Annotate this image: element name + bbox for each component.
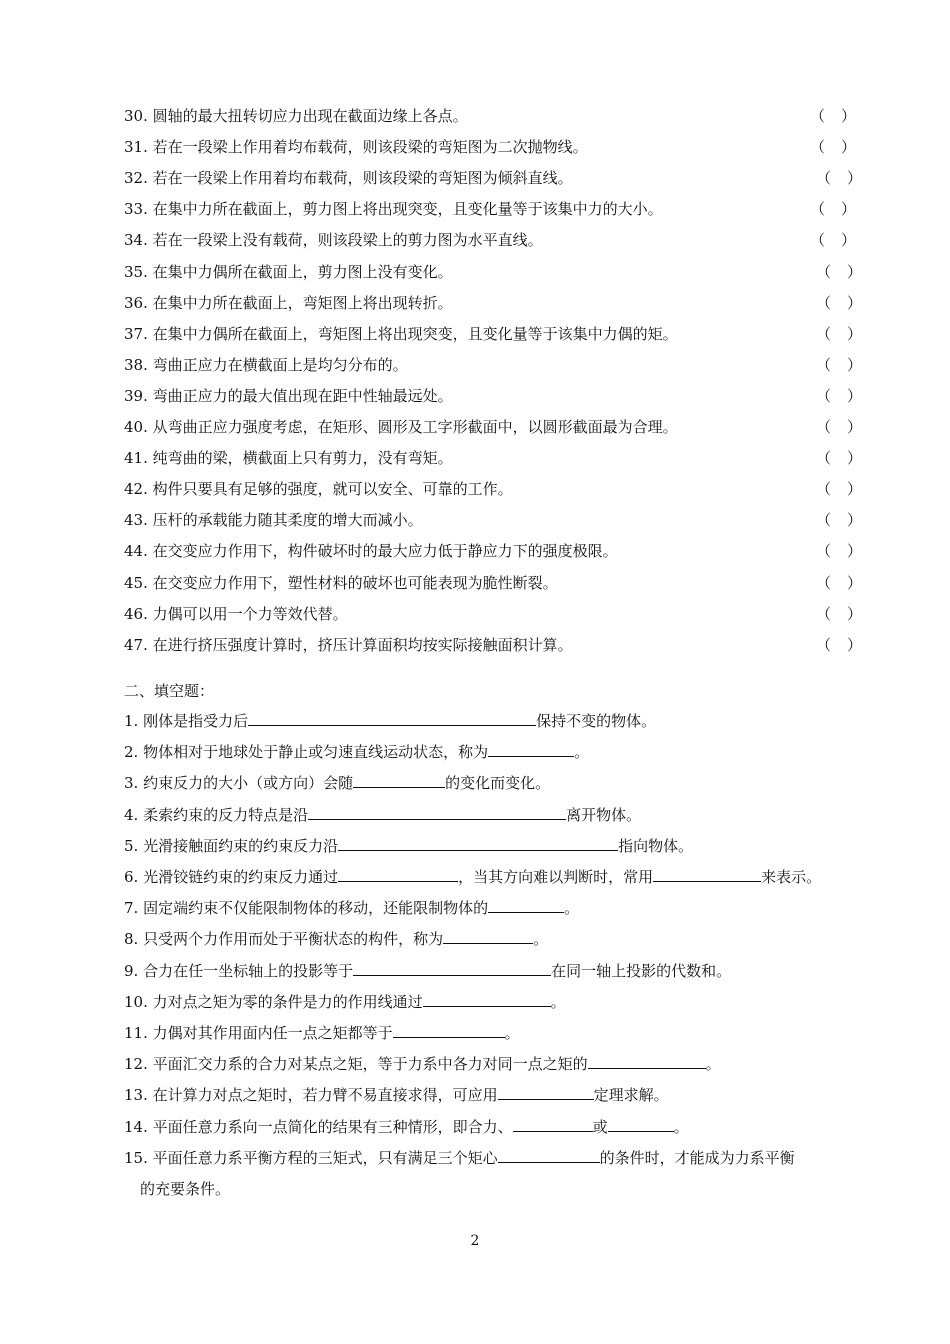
answer-blank[interactable] (393, 1020, 505, 1038)
tf-item-text: 45. 在交变应力作用下，塑性材料的破坏也可能表现为脆性断裂。 (124, 573, 558, 592)
fill-blank-item (124, 802, 864, 827)
paren-close: ） (846, 635, 862, 654)
tf-item (124, 135, 864, 159)
fill-blank-text: 来表示。 (761, 868, 822, 886)
fill-blank-text: 保持不变的物体。 (536, 712, 657, 730)
fill-blank-text: 定理求解。 (593, 1086, 669, 1105)
answer-parentheses (816, 602, 862, 626)
answer-blank[interactable] (498, 1082, 594, 1100)
answer-blank[interactable] (588, 1051, 706, 1069)
tf-item (124, 415, 864, 439)
paren-open: （ (816, 355, 832, 374)
answer-blank[interactable] (488, 739, 574, 757)
paren-open: （ (816, 386, 832, 405)
paren-close: ） (846, 386, 862, 405)
paren-close: ） (846, 293, 862, 312)
fill-blank-item (124, 1114, 864, 1139)
tf-item (124, 633, 864, 657)
answer-parentheses (816, 539, 862, 563)
tf-item-text: 42. 构件只要具有足够的强度，就可以安全、可靠的工作。 (124, 480, 513, 499)
answer-parentheses (816, 508, 862, 532)
paren-open: （ (816, 324, 832, 343)
fill-blank-text: 。 (673, 1117, 689, 1136)
answer-parentheses (816, 477, 862, 501)
answer-parentheses (816, 166, 862, 190)
section-title-fill-blank: 二、填空题： (124, 682, 215, 700)
fill-blank-text: 的变化而变化。 (445, 774, 551, 793)
paren-open: （ (816, 542, 832, 561)
paren-close: ） (846, 355, 862, 374)
answer-parentheses (816, 571, 862, 595)
paren-open: （ (810, 107, 826, 125)
answer-parentheses (816, 415, 862, 439)
fill-blank-item (124, 833, 864, 858)
paren-close: ） (846, 418, 862, 436)
paren-open: （ (816, 511, 832, 530)
paren-close: ） (846, 262, 862, 281)
tf-item-text: 37. 在集中力偶所在截面上，弯矩图上将出现突变，且变化量等于该集中力偶的矩。 (124, 324, 678, 343)
fill-blank-text: 3. 约束反力的大小（或方向）会随 (124, 774, 354, 793)
answer-blank[interactable] (608, 1114, 674, 1132)
fill-blank-text: 6. 光滑铰链约束的约束反力通过 (124, 868, 339, 886)
fill-blank-item (124, 739, 864, 764)
paren-open: （ (816, 635, 832, 654)
fill-blank-text: 1. 刚体是指受力后 (124, 712, 249, 730)
fill-blank-text: 指向物体。 (618, 836, 694, 855)
paren-close: ） (846, 511, 862, 530)
fill-blank-item (124, 1082, 864, 1107)
fill-blank-text: 8. 只受两个力作用而处于平衡状态的构件，称为 (124, 930, 444, 949)
tf-item (124, 291, 864, 315)
tf-item-text: 46. 力偶可以用一个力等效代替。 (124, 604, 348, 623)
fill-blank-text: 10. 力对点之矩为零的条件是力的作用线通过 (124, 992, 423, 1011)
paren-open: （ (816, 449, 832, 468)
fill-blank-text: 。 (533, 930, 549, 949)
answer-blank[interactable] (423, 989, 551, 1007)
page-number: 2 (470, 1233, 480, 1249)
tf-item (124, 166, 864, 190)
paren-close: ） (846, 542, 862, 561)
tf-item (124, 602, 864, 626)
paren-close: ） (846, 573, 862, 592)
paren-close: ） (840, 231, 856, 250)
tf-item (124, 477, 864, 501)
tf-item (124, 260, 864, 284)
answer-blank[interactable] (498, 1145, 600, 1163)
fill-blank-item (124, 895, 864, 920)
tf-item (124, 384, 864, 408)
answer-parentheses (816, 633, 862, 657)
tf-item-text: 44. 在交变应力作用下，构件破坏时的最大应力低于静应力下的强度极限。 (124, 542, 618, 561)
tf-item (124, 104, 864, 128)
fill-blank-text: 13. 在计算力对点之矩时，若力臂不易直接求得，可应用 (124, 1086, 498, 1105)
answer-parentheses (810, 104, 856, 128)
paren-close: ） (840, 200, 856, 219)
tf-item-text: 31. 若在一段梁上作用着均布载荷，则该段梁的弯矩图为二次抛物线。 (124, 138, 588, 157)
tf-item (124, 322, 864, 346)
tf-item (124, 571, 864, 595)
tf-item-text: 34. 若在一段梁上没有载荷，则该段梁上的剪力图为水平直线。 (124, 231, 543, 250)
fill-blank-text: 离开物体。 (566, 805, 642, 824)
answer-blank[interactable] (248, 708, 536, 726)
paren-open: （ (810, 138, 826, 157)
answer-blank[interactable] (308, 802, 566, 820)
fill-blank-item (124, 1051, 864, 1076)
answer-blank[interactable] (353, 770, 445, 788)
fill-blank-text: 4. 柔索约束的反力特点是沿 (124, 805, 309, 824)
answer-parentheses (810, 197, 856, 221)
tf-item-text: 40. 从弯曲正应力强度考虑，在矩形、圆形及工字形截面中，以圆形截面最为合理。 (124, 418, 678, 436)
fill-blank-text: 5. 光滑接触面约束的约束反力沿 (124, 836, 339, 855)
fill-blank-text: 11. 力偶对其作用面内任一点之矩都等于 (124, 1024, 393, 1042)
fill-blank-text: 7. 固定端约束不仅能限制物体的移动，还能限制物体的 (124, 899, 489, 918)
tf-item (124, 539, 864, 563)
tf-item (124, 197, 864, 221)
answer-blank[interactable] (653, 864, 761, 882)
paren-close: ） (846, 480, 862, 499)
answer-parentheses (816, 260, 862, 284)
tf-item-text: 41. 纯弯曲的梁，横截面上只有剪力，没有弯矩。 (124, 449, 453, 468)
tf-item-text: 43. 压杆的承载能力随其柔度的增大而减小。 (124, 511, 423, 530)
answer-blank[interactable] (353, 958, 551, 976)
paren-close: ） (846, 169, 862, 188)
fill-blank-text: 。 (504, 1024, 520, 1042)
paren-open: （ (810, 200, 826, 219)
fill-blank-text: ，当其方向难以判断时，常用 (458, 868, 654, 886)
fill-blank-text: 的条件时，才能成为力系平衡 (599, 1148, 795, 1167)
tf-item-text: 35. 在集中力偶所在截面上，剪力图上没有变化。 (124, 262, 453, 281)
fill-blank-continuation: 的充要条件。 (140, 1180, 231, 1198)
tf-item-text: 38. 弯曲正应力在横截面上是均匀分布的。 (124, 355, 408, 374)
paren-open: （ (816, 480, 832, 499)
tf-item-text: 33. 在集中力所在截面上，剪力图上将出现突变，且变化量等于该集中力的大小。 (124, 200, 663, 219)
tf-item-text: 47. 在进行挤压强度计算时，挤压计算面积均按实际接触面积计算。 (124, 635, 573, 654)
answer-parentheses (816, 291, 862, 315)
paren-open: （ (816, 573, 832, 592)
answer-blank[interactable] (513, 1114, 593, 1132)
answer-parentheses (816, 322, 862, 346)
fill-blank-text: 15. 平面任意力系平衡方程的三矩式，只有满足三个矩心 (124, 1148, 498, 1167)
answer-parentheses (810, 135, 856, 159)
fill-blank-item (124, 864, 864, 889)
paren-close: ） (846, 324, 862, 343)
paren-open: （ (810, 231, 826, 250)
answer-parentheses (816, 446, 862, 470)
fill-blank-text: 。 (550, 992, 566, 1011)
answer-blank[interactable] (338, 864, 458, 882)
paren-open: （ (816, 169, 832, 188)
fill-blank-item (124, 989, 864, 1014)
fill-blank-text: 9. 合力在任一坐标轴上的投影等于 (124, 961, 354, 980)
fill-blank-text: 14. 平面任意力系向一点简化的结果有三种情形，即合力、 (124, 1117, 513, 1136)
fill-blank-item (124, 958, 864, 983)
fill-blank-item (124, 708, 864, 733)
tf-item-text: 30. 圆轴的最大扭转切应力出现在截面边缘上各点。 (124, 107, 468, 125)
answer-blank[interactable] (338, 833, 618, 851)
tf-item (124, 446, 864, 470)
fill-blank-item (124, 770, 864, 795)
fill-blank-text: 2. 物体相对于地球处于静止或匀速直线运动状态，称为 (124, 743, 489, 762)
paren-close: ） (840, 138, 856, 157)
fill-blank-item (124, 926, 864, 951)
answer-parentheses (816, 353, 862, 377)
fill-blank-text: 。 (705, 1055, 721, 1074)
paren-close: ） (846, 449, 862, 468)
answer-parentheses (810, 228, 856, 252)
fill-blank-text: 。 (564, 899, 580, 918)
fill-blank-text: 。 (574, 743, 590, 762)
paren-close: ） (840, 107, 856, 125)
fill-blank-text: 12. 平面汇交力系的合力对某点之矩，等于力系中各力对同一点之矩的 (124, 1055, 588, 1074)
tf-item-text: 32. 若在一段梁上作用着均布载荷，则该段梁的弯矩图为倾斜直线。 (124, 169, 573, 188)
fill-blank-text: 或 (592, 1117, 608, 1136)
paren-open: （ (816, 604, 832, 623)
paren-open: （ (816, 293, 832, 312)
paren-open: （ (816, 262, 832, 281)
tf-item (124, 353, 864, 377)
fill-blank-text: 在同一轴上投影的代数和。 (551, 961, 732, 980)
tf-item-text: 39. 弯曲正应力的最大值出现在距中性轴最远处。 (124, 386, 453, 405)
answer-blank[interactable] (488, 895, 564, 913)
tf-item (124, 228, 864, 252)
tf-item (124, 508, 864, 532)
paren-open: （ (816, 418, 832, 436)
fill-blank-item (124, 1145, 864, 1170)
paren-close: ） (846, 604, 862, 623)
answer-parentheses (816, 384, 862, 408)
answer-blank[interactable] (443, 926, 533, 944)
tf-item-text: 36. 在集中力所在截面上，弯矩图上将出现转折。 (124, 293, 453, 312)
fill-blank-item (124, 1020, 864, 1045)
